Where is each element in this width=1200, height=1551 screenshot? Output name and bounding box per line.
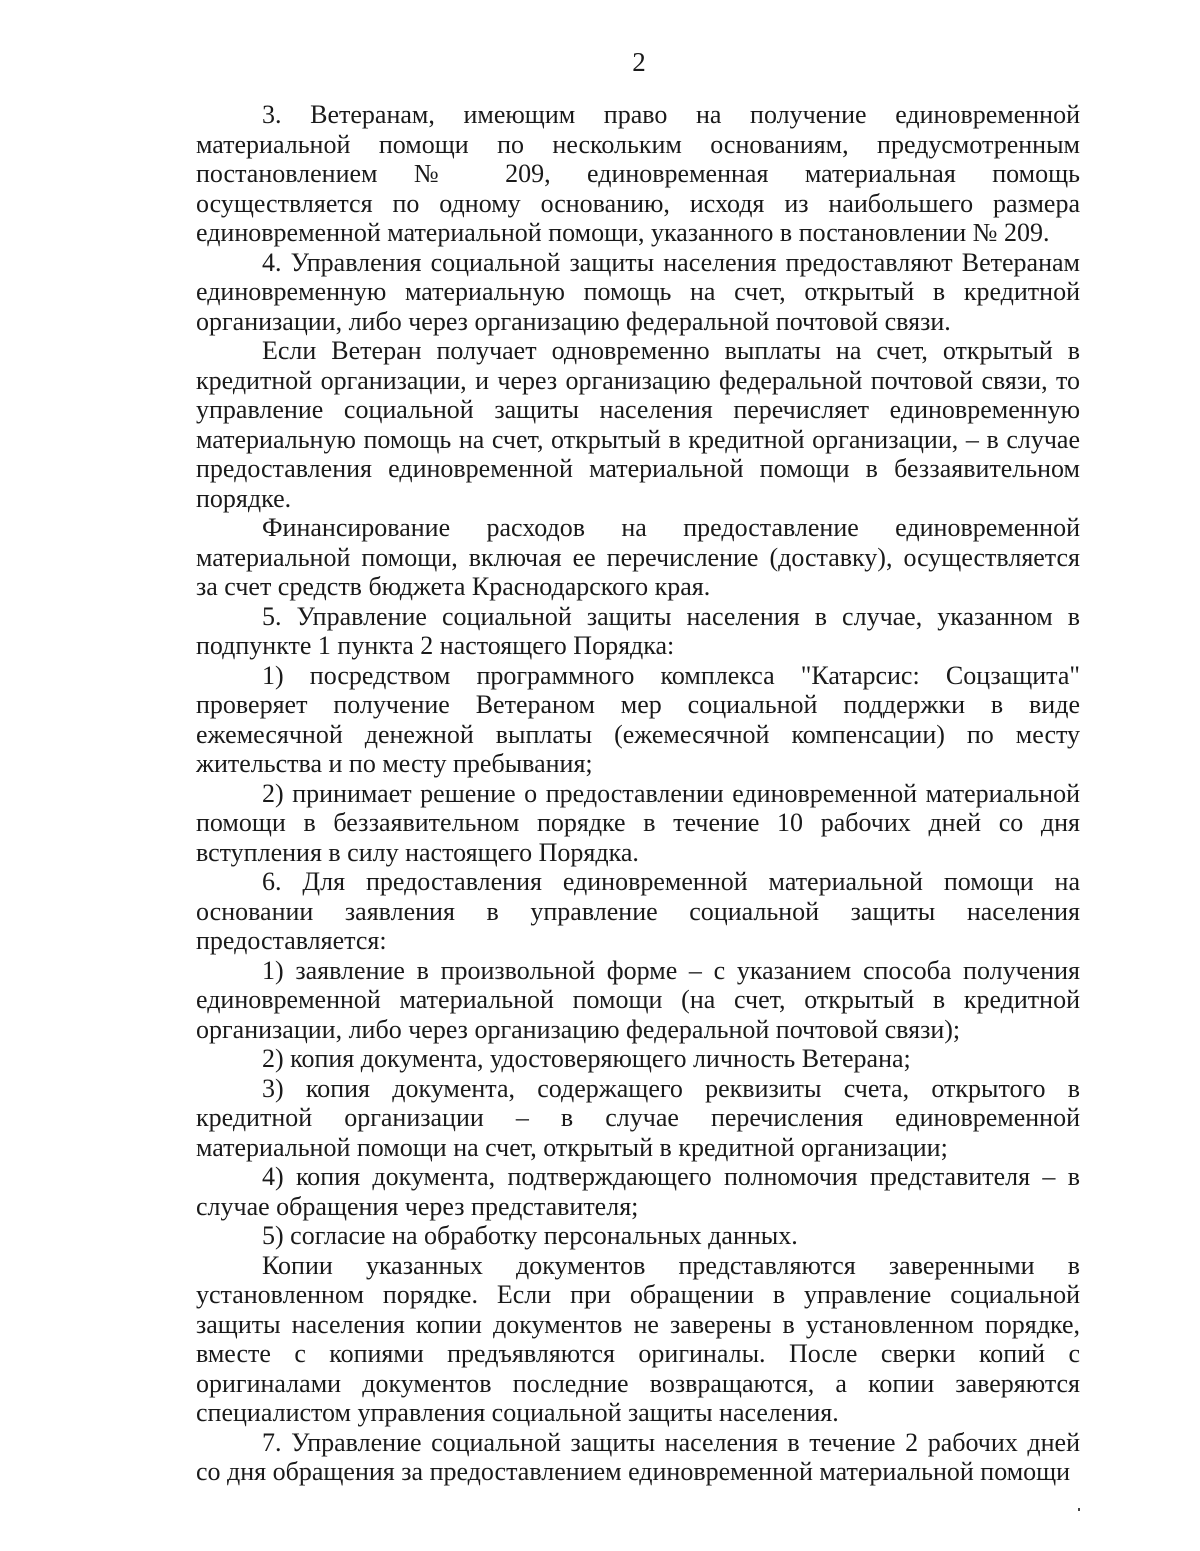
paragraph-item-6: 6. Для предоставления единовременной материальной помощи на основании заявления в управление социальной защиты населения предоставляется: [196,867,1080,955]
paragraph-item-4: 4. Управления социальной защиты населения предоставляют Ветеранам единовременную материальную помощь на счет, открытый в кредитной организации, либо через организацию федеральной почтовой связи. [196,247,1080,336]
paragraph-item-6-subitem-2: 2) копия документа, удостоверяющего личность Ветерана; [262,1044,911,1073]
document-body [196,100,1080,1487]
paragraph-item-6-subitem-4: 4) копия документа, подтверждающего полномочия представителя – в случае обращения через представителя; [196,1162,1080,1221]
scan-speck [1078,1508,1080,1511]
paragraph-item-6-subitem-1: 1) заявление в произвольной форме – с указанием способа получения единовременной материальной помощи (на счет, открытый в кредитной организации, либо через организацию федеральной почтовой связи); [196,955,1080,1044]
paragraph-item-3: 3. Ветеранам, имеющим право на получение единовременной материальной помощи по нескольким основаниям, предусмотренным постановлением № 209, единовременная материальная помощь осуществляется по одному основанию, исходя из наибольшего размера единовременной материальной помощи, указанного в постановлении № 209. [196,100,1080,247]
paragraph-item-4-veteran-payments: Если Ветеран получает одновременно выплаты на счет, открытый в кредитной организации, и через организацию федеральной почтовой связи, то управление социальной защиты населения перечисляет единовременную материальную помощь на счет, открытый в кредитной организации, – в случае предоставления единовременной материальной помощи в беззаявительном порядке. [196,336,1080,513]
paragraph-item-6-copies: Копии указанных документов представляются заверенными в установленном порядке. Если при обращении в управление социальной защиты населения копии документов не заверены в установленном порядке, вместе с копиями предъявляются оригиналы. После сверки копий с оригиналами документов последние возвращаются, а копии заверяются специалистом управления социальной защиты населения. [196,1250,1080,1427]
paragraph-item-5: 5. Управление социальной защиты населения в случае, указанном в подпункте 1 пункта 2 настоящего Порядка: [196,601,1080,660]
paragraph-item-5-subitem-2: 2) принимает решение о предоставлении единовременной материальной помощи в беззаявительном порядке в течение 10 рабочих дней со дня вступления в силу настоящего Порядка. [196,778,1080,867]
paragraph-item-6-subitem-5: 5) согласие на обработку персональных данных. [262,1221,798,1250]
paragraph-item-6-subitem-3: 3) копия документа, содержащего реквизиты счета, открытого в кредитной организации – в случае перечисления единовременной материальной помощи на счет, открытый в кредитной организации; [196,1073,1080,1162]
paragraph-item-5-subitem-1: 1) посредством программного комплекса "Катарсис: Соцзащита" проверяет получение Ветераном мер социальной поддержки в виде ежемесячной денежной выплаты (ежемесячной компенсации) по месту жительства и по месту пребывания; [196,660,1080,778]
page-number: 2 [632,47,646,77]
paragraph-item-7: 7. Управление социальной защиты населения в течение 2 рабочих дней со дня обращения за предоставлением единовременной материальной помощи [196,1427,1080,1486]
paragraph-item-4-financing: Финансирование расходов на предоставление единовременной материальной помощи, включая ее перечисление (доставку), осуществляется за счет средств бюджета Краснодарского края. [196,513,1080,601]
